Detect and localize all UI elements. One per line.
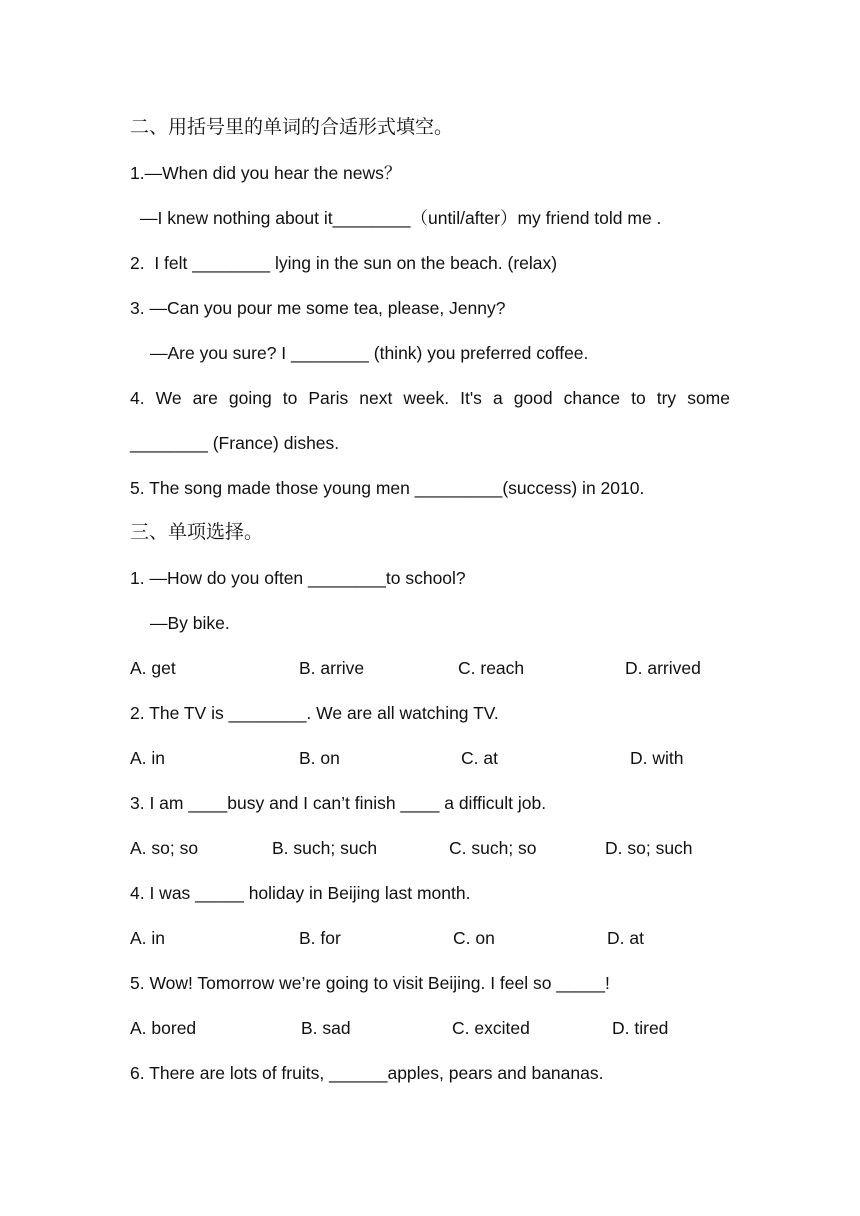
- choice-q1-question: 1. —How do you often ________to school?: [130, 568, 466, 588]
- choice-q1-option-a: A. get: [130, 658, 176, 678]
- fill-q4-line1: 4. We are going to Paris next week. It's a good chance to try some: [130, 388, 730, 408]
- choice-q2-option-b: B. on: [299, 748, 340, 768]
- fill-q5: 5. The song made those young men _________(success) in 2010.: [130, 478, 645, 498]
- choice-q1-option-c: C. reach: [458, 658, 525, 678]
- choice-q2-option-a: A. in: [130, 748, 166, 768]
- fill-q1-question: 1.—When did you hear the news？: [130, 163, 402, 183]
- choice-q2: 2. The TV is ________. We are all watching TV.: [130, 703, 499, 723]
- choice-q4: 4. I was _____ holiday in Beijing last month.: [130, 883, 471, 903]
- choice-q5-option-a: A. bored: [130, 1018, 197, 1038]
- fill-q1-answer: —I knew nothing about it________（until/after）my friend told me .: [140, 208, 662, 228]
- fill-q2: 2. I felt ________ lying in the sun on the beach. (relax): [130, 253, 558, 273]
- choice-q3-option-c: C. such; so: [449, 838, 537, 858]
- choice-q2-option-d: D. with: [630, 748, 684, 768]
- choice-q3: 3. I am ____busy and I can’t finish ____ a difficult job.: [130, 793, 547, 813]
- choice-q5-option-c: C. excited: [452, 1018, 530, 1038]
- choice-q1-answer: —By bike.: [150, 613, 230, 633]
- fill-q3-question: 3. —Can you pour me some tea, please, Jenny?: [130, 298, 506, 318]
- fill-q3-answer: —Are you sure? I ________ (think) you preferred coffee.: [150, 343, 589, 363]
- choice-q4-option-b: B. for: [299, 928, 341, 948]
- choice-q3-option-d: D. so; such: [605, 838, 693, 858]
- choice-q1-option-d: D. arrived: [625, 658, 701, 678]
- choice-q3-option-b: B. such; such: [272, 838, 378, 858]
- choice-q6: 6. There are lots of fruits, ______apples, pears and bananas.: [130, 1063, 604, 1083]
- choice-q5-option-b: B. sad: [301, 1018, 351, 1038]
- section-2-heading: 二、用括号里的单词的合适形式填空。: [130, 116, 454, 138]
- choice-q4-option-a: A. in: [130, 928, 166, 948]
- choice-q5: 5. Wow! Tomorrow we’re going to visit Beijing. I feel so _____!: [130, 973, 610, 993]
- choice-q1-option-b: B. arrive: [299, 658, 365, 678]
- fill-q4-line2: ________ (France) dishes.: [130, 433, 340, 453]
- choice-q4-option-d: D. at: [607, 928, 644, 948]
- section-3-heading: 三、单项选择。: [130, 521, 264, 543]
- choice-q5-option-d: D. tired: [612, 1018, 669, 1038]
- choice-q4-option-c: C. on: [453, 928, 495, 948]
- choice-q2-option-c: C. at: [461, 748, 498, 768]
- choice-q3-option-a: A. so; so: [130, 838, 199, 858]
